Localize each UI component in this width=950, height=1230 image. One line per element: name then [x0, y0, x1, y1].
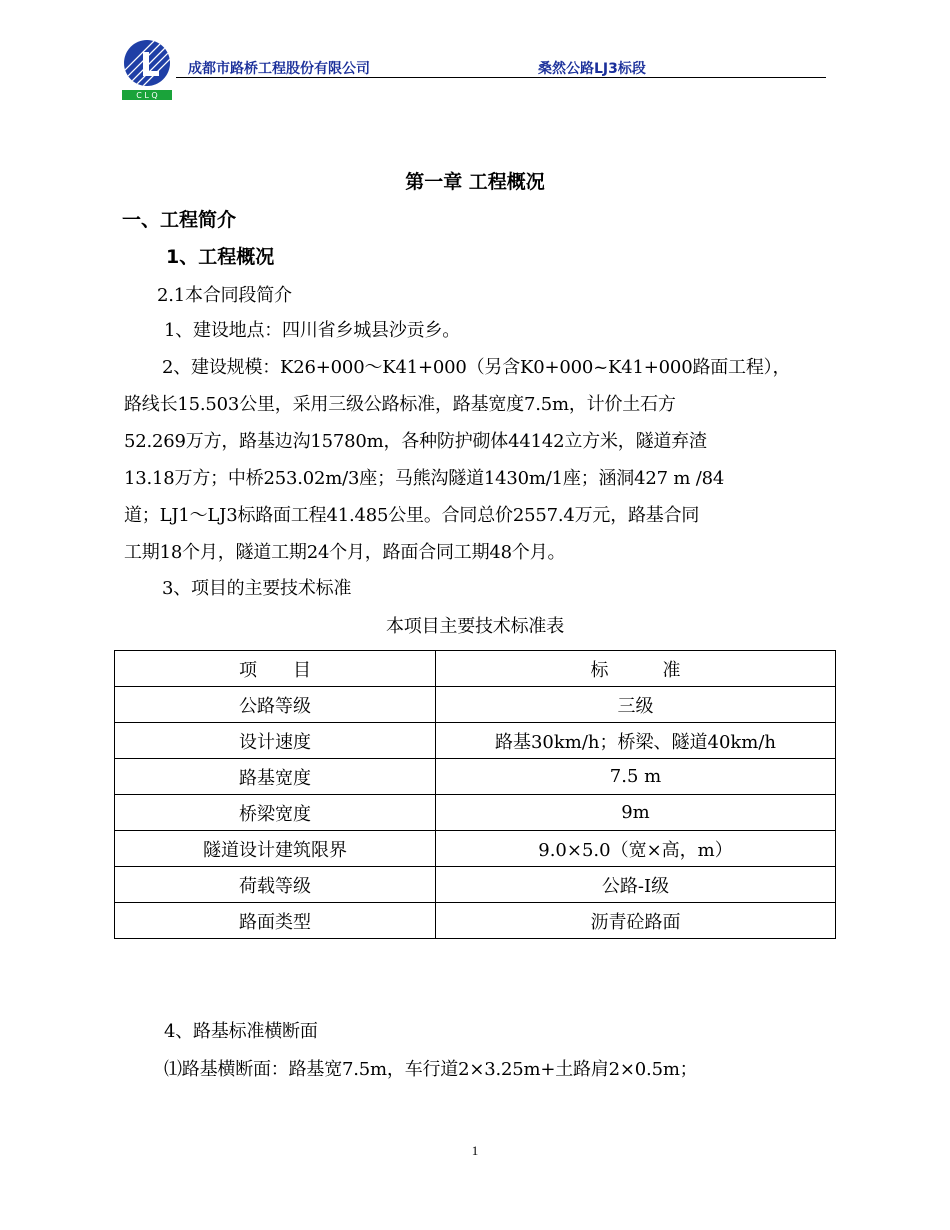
company-name: 成都市路桥工程股份有限公司: [188, 61, 370, 77]
line-10: 4、路基标准横断面: [164, 1021, 318, 1042]
line-8: 工期18个月，隧道工期24个月，路面合同工期48个月。: [124, 542, 566, 563]
item-cell: 桥梁宽度: [115, 795, 436, 831]
item-cell: 设计速度: [115, 723, 436, 759]
table-row: [115, 759, 836, 795]
page-number: 1: [471, 1143, 479, 1158]
header-cell-standard: 标 准: [436, 651, 836, 687]
item-cell: 公路等级: [115, 687, 436, 723]
chapter-title: 第一章 工程概况: [405, 171, 545, 193]
table-row: [115, 867, 836, 903]
standard-cell: 路基30km/h；桥梁、隧道40km/h: [436, 723, 836, 759]
logo-text: C L Q: [136, 91, 158, 100]
standard-cell: 沥青砼路面: [436, 903, 836, 939]
table-row: [115, 831, 836, 867]
line-7: 道；LJ1～LJ3标路面工程41.485公里。合同总价2557.4万元，路基合同: [124, 505, 700, 526]
standard-cell: 9m: [436, 795, 836, 831]
header-rule: [176, 77, 826, 78]
section-title: 一、工程简介: [122, 209, 237, 231]
subsection-title: 1、工程概况: [166, 246, 275, 268]
standard-cell: 7.5 m: [436, 759, 836, 795]
header-cell-item: 项 目: [115, 651, 436, 687]
standards-table: [114, 650, 836, 939]
item-cell: 路基宽度: [115, 759, 436, 795]
table-row: [115, 723, 836, 759]
item-cell: 路面类型: [115, 903, 436, 939]
table-row: [115, 687, 836, 723]
line-5: 52.269万方，路基边沟15780m，各种防护砌体44142立方米，隧道弃渣: [124, 431, 707, 452]
line-3: 2、建设规模：K26+000～K41+000（另含K0+000~K41+000路面工程），: [162, 357, 791, 378]
project-name: 桑然公路LJ3标段: [538, 61, 646, 77]
table-row: [115, 795, 836, 831]
table-row: [115, 903, 836, 939]
clq-logo: [122, 38, 172, 100]
line-2: 1、建设地点：四川省乡城县沙贡乡。: [164, 320, 461, 341]
item-cell: 荷载等级: [115, 867, 436, 903]
line-9: 3、项目的主要技术标准: [162, 578, 352, 599]
line-6: 13.18万方；中桥253.02m/3座；马熊沟隧道1430m/1座；涵洞427 m /84: [124, 468, 725, 489]
table-header-row: [115, 651, 836, 687]
line-11: ⑴路基横断面：路基宽7.5m，车行道2×3.25m+土路肩2×0.5m；: [164, 1059, 698, 1080]
table-caption: 本项目主要技术标准表: [386, 616, 564, 637]
page-header: [114, 32, 826, 102]
line-4: 路线长15.503公里，采用三级公路标准，路基宽度7.5m，计价土石方: [124, 394, 676, 415]
standard-cell: 9.0×5.0（宽×高，m）: [436, 831, 836, 867]
standard-cell: 公路-Ⅰ级: [436, 867, 836, 903]
standard-cell: 三级: [436, 687, 836, 723]
line-1: 2.1本合同段简介: [157, 285, 292, 306]
item-cell: 隧道设计建筑限界: [115, 831, 436, 867]
